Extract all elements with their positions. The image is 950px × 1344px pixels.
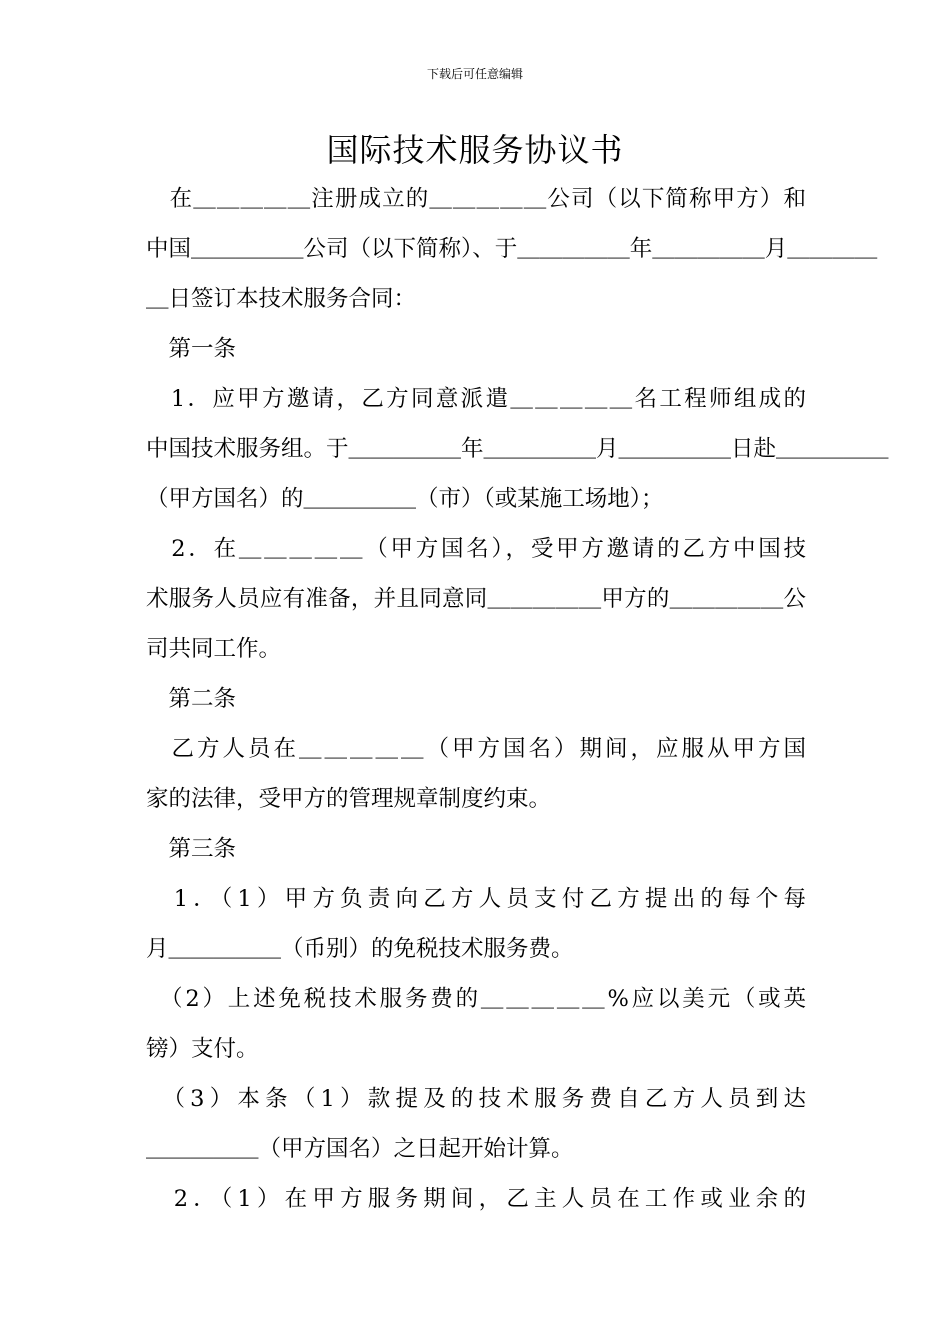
paragraph-line: 中国＿＿＿＿＿公司（以下简称）、于＿＿＿＿＿年＿＿＿＿＿月＿＿＿＿	[146, 236, 878, 262]
article-heading: 第二条	[146, 686, 237, 712]
paragraph-line: 中国技术服务组。于＿＿＿＿＿年＿＿＿＿＿月＿＿＿＿＿日赴＿＿＿＿＿	[146, 436, 889, 462]
header-note: 下载后可任意编辑	[426, 67, 523, 81]
paragraph-line: 在＿＿＿＿＿注册成立的＿＿＿＿＿公司（以下简称甲方）和	[146, 186, 806, 212]
paragraph-line: ＿＿＿＿＿（甲方国名）之日起开始计算。	[146, 1136, 574, 1162]
paragraph-line: 司共同工作。	[146, 636, 282, 662]
paragraph-line: 1．（1）甲方负责向乙方人员支付乙方提出的每个每	[146, 886, 806, 912]
paragraph-line: 家的法律，受甲方的管理规章制度约束。	[146, 786, 552, 812]
paragraph-line: （甲方国名）的＿＿＿＿＿（市）（或某施工场地）；	[146, 486, 664, 512]
paragraph-line: 镑）支付。	[146, 1036, 259, 1062]
paragraph-line: 术服务人员应有准备，并且同意同＿＿＿＿＿甲方的＿＿＿＿＿公	[146, 586, 806, 612]
article-heading: 第三条	[146, 836, 237, 862]
paragraph-line: （2）上述免税技术服务费的＿＿＿＿＿%应以美元（或英	[146, 986, 806, 1012]
paragraph-line: 月＿＿＿＿＿（币别）的免税技术服务费。	[146, 936, 574, 962]
paragraph-line: 2．（1）在甲方服务期间，乙主人员在工作或业余的	[146, 1186, 806, 1212]
paragraph-line: 1．应甲方邀请，乙方同意派遣＿＿＿＿＿名工程师组成的	[146, 386, 806, 412]
paragraph-line: 2．在＿＿＿＿＿（甲方国名），受甲方邀请的乙方中国技	[146, 536, 806, 562]
paragraph-line: 乙方人员在＿＿＿＿＿（甲方国名）期间，应服从甲方国	[146, 736, 806, 762]
document-title: 国际技术服务协议书	[326, 131, 624, 169]
paragraph-line: ＿日签订本技术服务合同：	[146, 286, 417, 312]
paragraph-line: （3）本条（1）款提及的技术服务费自乙方人员到达	[146, 1086, 806, 1112]
article-heading: 第一条	[146, 336, 237, 362]
